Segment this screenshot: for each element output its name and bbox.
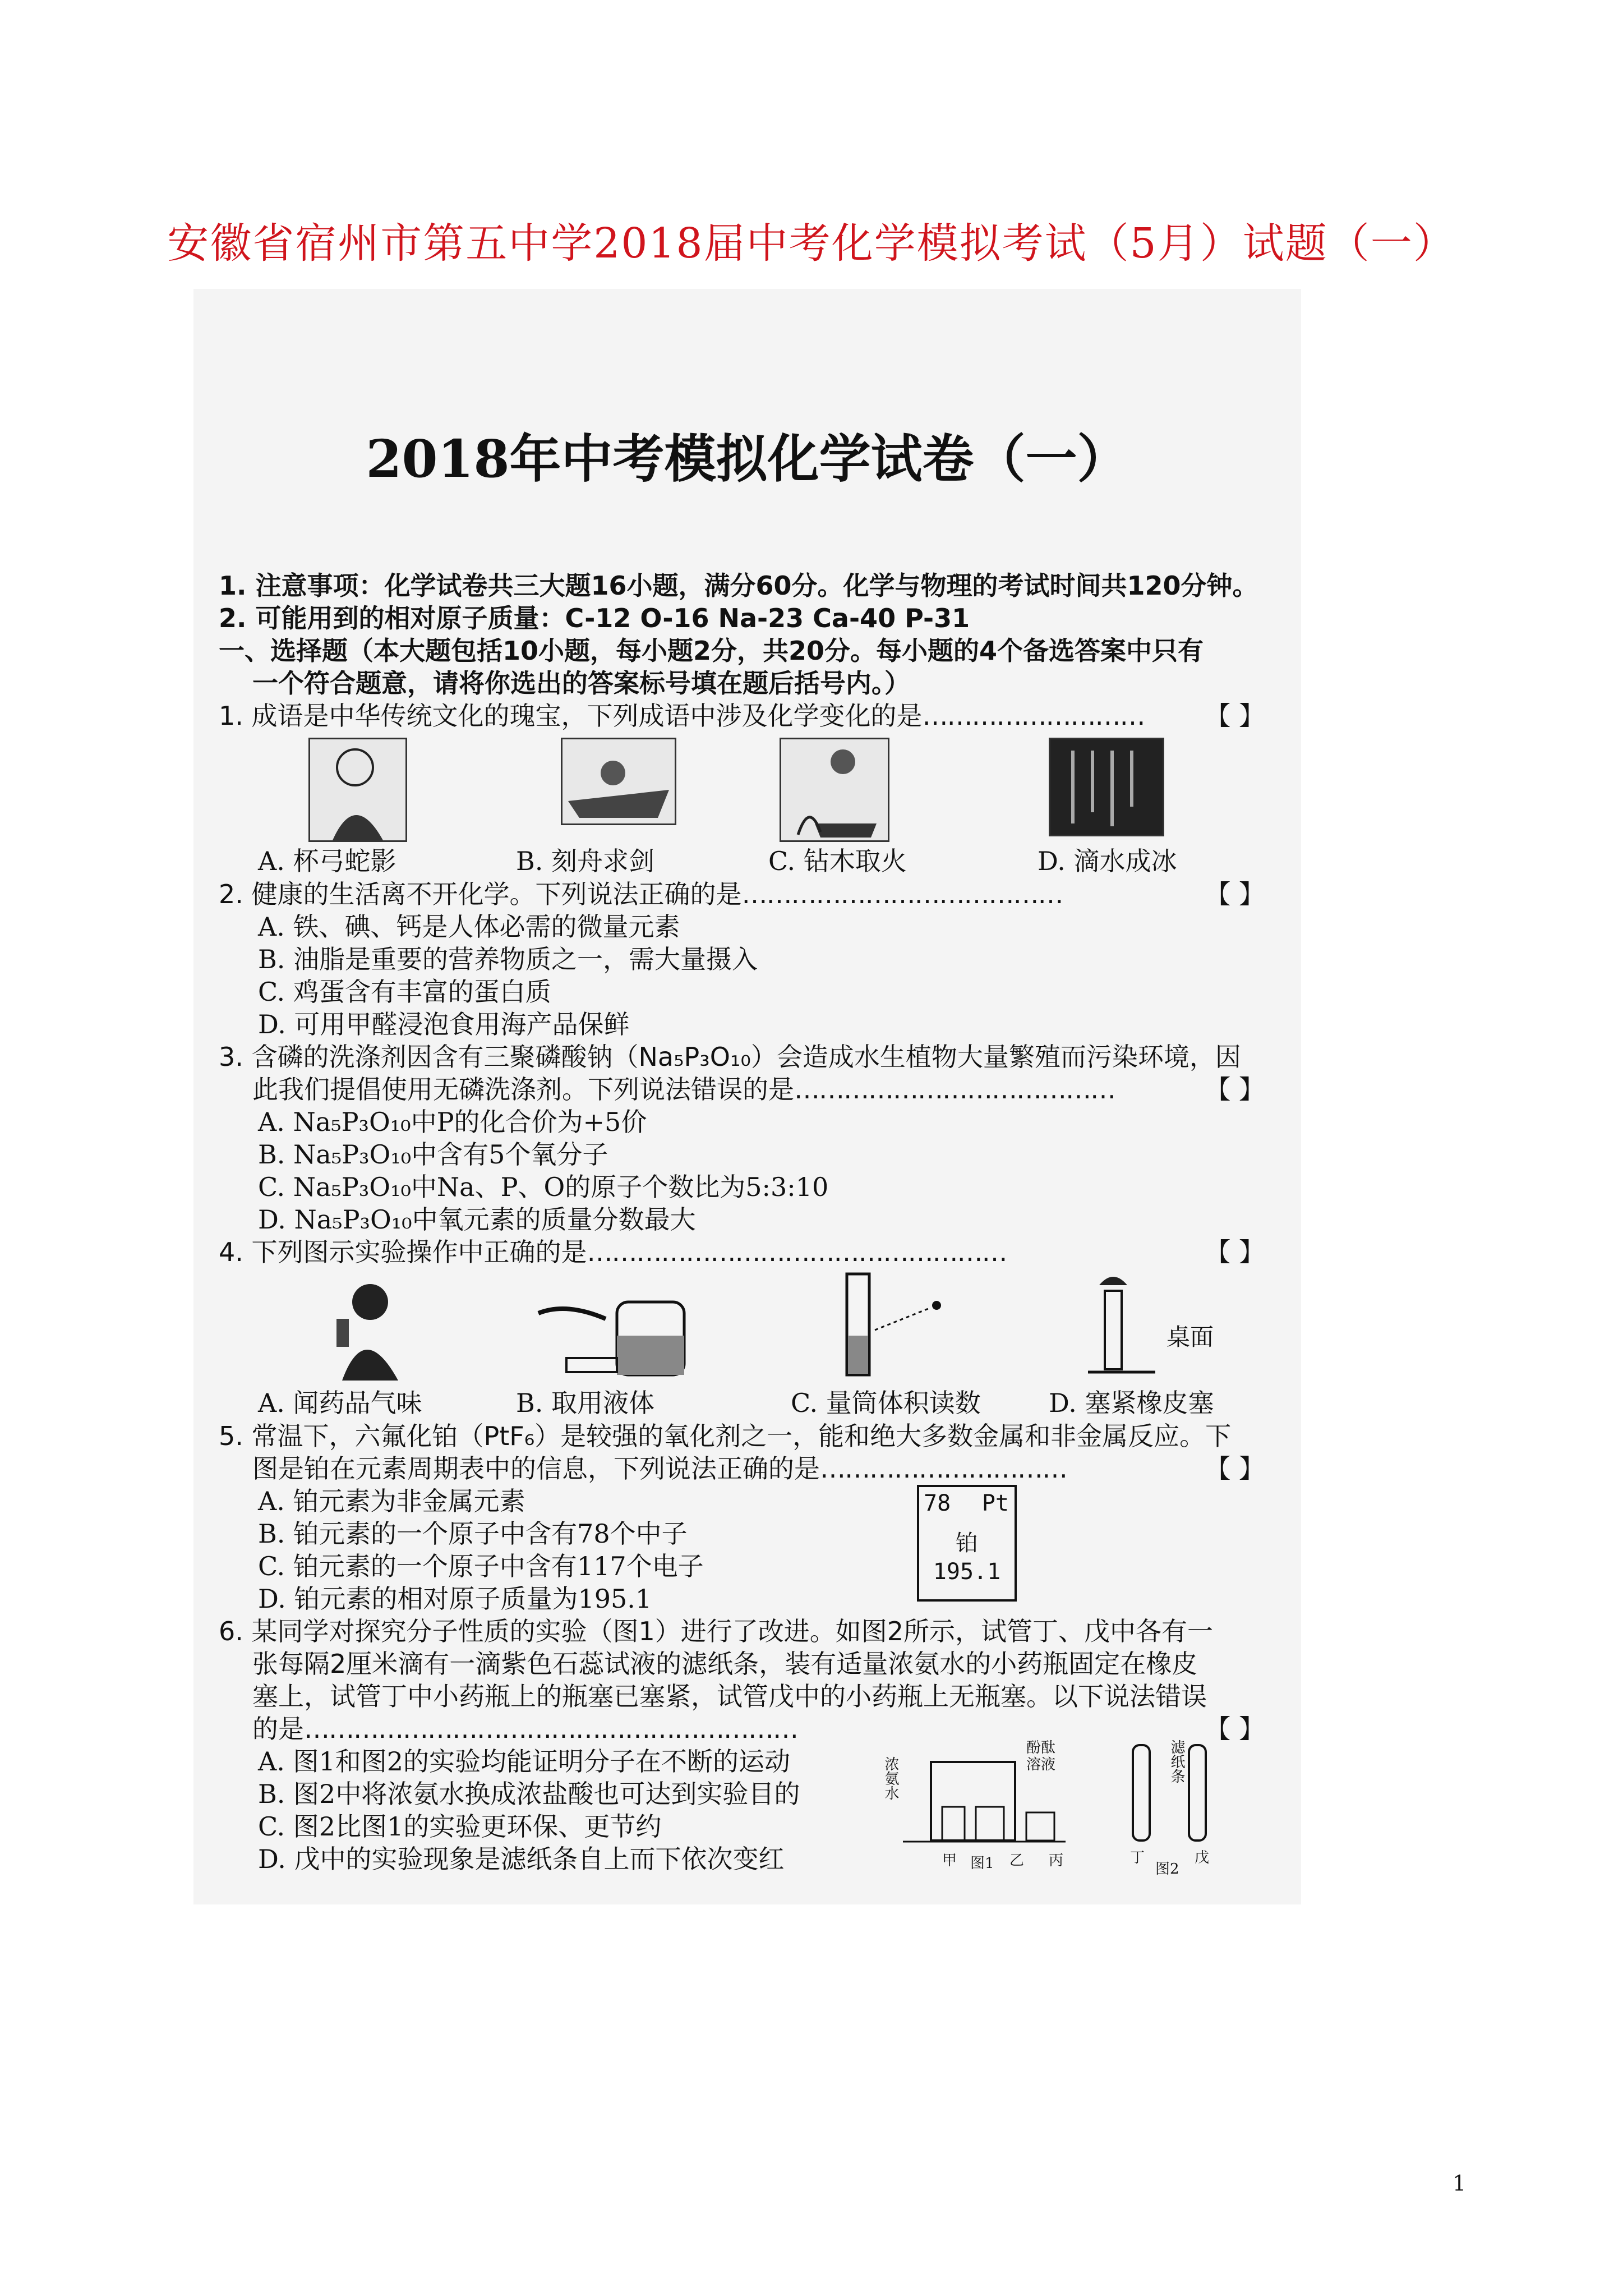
fig2-caption: 图2 — [1155, 1861, 1179, 1878]
q6-option-c: C. 图2比图1的实验更环保、更节约 — [258, 1811, 662, 1842]
section-heading: 一、选择题（本大题包括10小题，每小题2分，共20分。每小题的4个备选答案中只有 — [219, 636, 1204, 666]
answer-bracket: 【 】 — [1205, 1237, 1265, 1267]
q5-stem-1: 5. 常温下，六氟化铂（PtF₆）是较强的氧化剂之一，能和绝大多数金属和非金属反应。下 — [219, 1421, 1232, 1451]
atomic-number: 78 — [924, 1490, 951, 1516]
q4-images — [219, 1268, 1281, 1386]
q1-option-b: B. 刻舟求剑 — [516, 846, 655, 876]
cup-bow-image — [308, 738, 407, 842]
exam-body — [219, 569, 1281, 1880]
q6-stem-4: 的是…………………………………………………… 【 】 — [252, 1714, 1265, 1744]
q1-option-d: D. 滴水成冰 — [1038, 846, 1177, 876]
fig1-caption: 图1 — [970, 1855, 994, 1872]
q4-option-b: B. 取用液体 — [516, 1388, 655, 1418]
q2-option-c: C. 鸡蛋含有丰富的蛋白质 — [258, 977, 551, 1007]
smell-image — [320, 1280, 409, 1381]
q4-stem: 4. 下列图示实验操作中正确的是…………………………………………… 【 】 — [219, 1237, 1265, 1267]
q3-stem-2: 此我们提倡使用无磷洗涤剂。下列说法错误的是………………………………… 【 】 — [252, 1074, 1265, 1105]
q3-option-b: B. Na₅P₃O₁₀中含有5个氧分子 — [258, 1139, 608, 1170]
label-ding: 丁 — [1130, 1849, 1145, 1866]
scanned-exam-page — [193, 289, 1301, 1904]
atomic-mass: 195.1 — [933, 1559, 1001, 1585]
exam-title: 2018年中考模拟化学试卷（一） — [366, 429, 1129, 489]
q1-option-c: C. 钻木取火 — [768, 846, 907, 876]
q4-option-a: A. 闻药品气味 — [258, 1388, 422, 1418]
q4-options — [219, 1386, 1281, 1420]
ammonia-label: 浓氨水 — [882, 1756, 899, 1800]
q5-option-d: D. 铂元素的相对原子质量为195.1 — [258, 1584, 652, 1614]
label-wu: 戊 — [1195, 1849, 1210, 1866]
phenol-label: 酚酞溶液 — [1026, 1740, 1056, 1773]
q2-option-a: A. 铁、碘、钙是人体必需的微量元素 — [258, 912, 680, 942]
pour-liquid-image — [533, 1280, 701, 1381]
q6-stem-3: 塞上，试管丁中小药瓶上的瓶塞已塞紧，试管戊中的小药瓶上无瓶塞。以下说法错误 — [252, 1681, 1207, 1711]
element-symbol: Pt — [981, 1490, 1009, 1516]
table-label: 桌面 — [1166, 1323, 1214, 1351]
page-number: 1 — [1453, 2171, 1467, 2196]
q1-stem: 1. 成语是中华传统文化的瑰宝，下列成语中涉及化学变化的是……………………… 【 】 — [219, 701, 1265, 731]
q5-option-b: B. 铂元素的一个原子中含有78个中子 — [258, 1519, 688, 1549]
q6-stem-1: 6. 某同学对探究分子性质的实验（图1）进行了改进。如图2所示，试管丁、戊中各有一 — [219, 1616, 1214, 1646]
document-title: 安徽省宿州市第五中学2018届中考化学模拟考试（5月）试题（一） — [167, 219, 1456, 268]
q2-stem: 2. 健康的生活离不开化学。下列说法正确的是………………………………… 【 】 — [219, 879, 1265, 909]
answer-bracket: 【 】 — [1205, 879, 1265, 909]
icicle-image — [1049, 738, 1164, 836]
q6-option-a: A. 图1和图2的实验均能证明分子在不断的运动 — [258, 1746, 790, 1777]
answer-bracket: 【 】 — [1205, 1074, 1265, 1105]
q3-stem-1: 3. 含磷的洗涤剂因含有三聚磷酸钠（Na₅P₃O₁₀）会造成水生植物大量繁殖而污染环境，因 — [219, 1042, 1241, 1072]
section-heading-cont: 一个符合题意，请将你选出的答案标号填在题后括号内。） — [252, 668, 910, 698]
answer-bracket: 【 】 — [1205, 1714, 1265, 1744]
label-jia: 甲 — [942, 1852, 957, 1869]
q1-option-a: A. 杯弓蛇影 — [258, 846, 396, 876]
note-1: 1. 注意事项：化学试卷共三大题16小题，满分60分。化学与物理的考试时间共120分钟。 — [219, 570, 1258, 601]
q2-option-d: D. 可用甲醛浸泡食用海产品保鲜 — [258, 1009, 630, 1039]
graduated-cylinder-image — [836, 1268, 948, 1381]
element-name: 铂 — [956, 1530, 978, 1556]
fire-drill-image — [780, 738, 889, 842]
q3-option-a: A. Na₅P₃O₁₀中P的化合价为+5价 — [258, 1107, 647, 1137]
q6-option-d: D. 戊中的实验现象是滤纸条自上而下依次变红 — [258, 1844, 785, 1874]
q4-option-d: D. 塞紧橡皮塞 — [1049, 1388, 1214, 1418]
q5-option-c: C. 铂元素的一个原子中含有117个电子 — [258, 1551, 704, 1581]
q4-option-c: C. 量筒体积读数 — [791, 1388, 981, 1418]
note-2: 2. 可能用到的相对原子质量：C-12 O-16 Na-23 Ca-40 P-31 — [219, 603, 970, 633]
label-yi: 乙 — [1009, 1852, 1025, 1869]
q5-stem-2: 图是铂在元素周期表中的信息，下列说法正确的是………………………… 【 】 — [252, 1453, 1265, 1484]
q3-option-d: D. Na₅P₃O₁₀中氧元素的质量分数最大 — [258, 1204, 696, 1235]
answer-bracket: 【 】 — [1205, 701, 1265, 731]
element-card-platinum — [917, 1485, 1017, 1602]
q1-images — [219, 732, 1281, 844]
q5-body — [219, 1485, 1281, 1615]
q1-options — [219, 844, 1281, 878]
answer-bracket: 【 】 — [1205, 1453, 1265, 1484]
q2-option-b: B. 油脂是重要的营养物质之一，需大量摄入 — [258, 944, 758, 974]
q3-option-c: C. Na₅P₃O₁₀中Na、P、O的原子个数比为5:3:10 — [258, 1172, 829, 1202]
q6-stem-2: 张每隔2厘米滴有一滴紫色石蕊试液的滤纸条，装有适量浓氨水的小药瓶固定在橡皮 — [252, 1649, 1198, 1679]
q6-option-b: B. 图2中将浓氨水换成浓盐酸也可达到实验目的 — [258, 1779, 800, 1809]
boat-image — [561, 738, 676, 825]
q6-body — [219, 1740, 1281, 1880]
label-bing: 丙 — [1049, 1852, 1064, 1869]
q5-option-a: A. 铂元素为非金属元素 — [258, 1486, 525, 1516]
paper-label: 滤纸条 — [1168, 1740, 1185, 1783]
